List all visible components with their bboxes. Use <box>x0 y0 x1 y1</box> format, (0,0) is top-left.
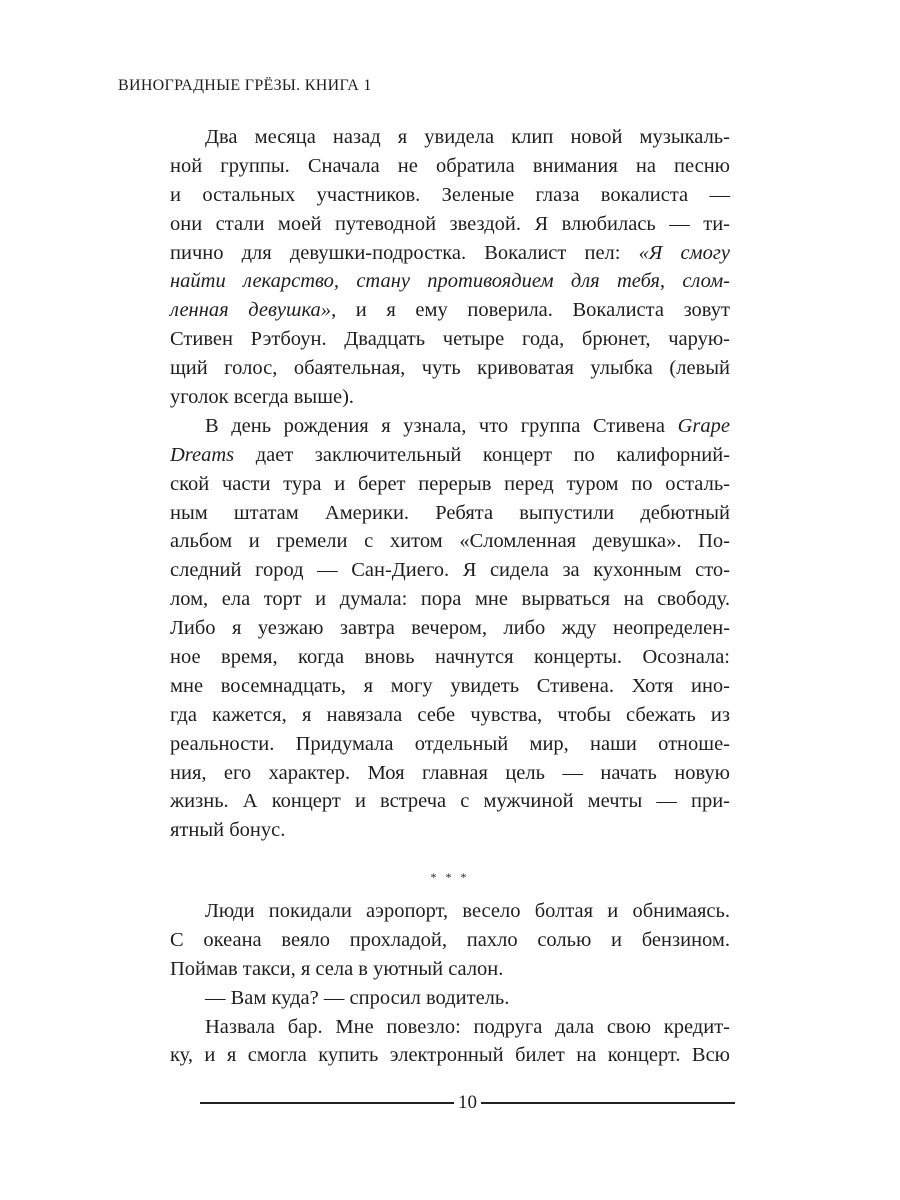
italic-text: Dreams <box>170 443 235 466</box>
text-segment: ное время, когда вновь начнутся концерты. Осознала: <box>170 646 730 669</box>
text-segment: следний город — Сан-Диего. Я сидела за кухонным сто- <box>170 559 730 582</box>
text-segment: Поймав такси, я села в уютный салон. <box>170 957 504 980</box>
text-line <box>170 354 730 383</box>
text-line <box>170 152 730 181</box>
text-line <box>170 614 730 643</box>
text-line <box>170 955 730 984</box>
text-segment: и остальных участников. Зеленые глаза вокалиста — <box>170 183 730 206</box>
text-line <box>170 1041 730 1070</box>
text-segment: дает заключительный концерт по калифорний- <box>234 443 730 466</box>
text-line <box>170 412 730 441</box>
text-line <box>170 556 730 585</box>
body-text-section-1 <box>170 123 730 845</box>
text-segment: Стивен Рэтбоун. Двадцать четыре года, брюнет, чарую- <box>170 328 730 351</box>
text-segment: они стали моей путеводной звездой. Я влюбилась — ти- <box>170 212 730 235</box>
text-line <box>170 325 730 354</box>
text-segment: Назвала бар. Мне повезло: подруга дала свою кредит- <box>205 1015 730 1038</box>
text-line <box>170 210 730 239</box>
italic-text: найти лекарство, стану противоядием для тебя, слом- <box>170 270 730 293</box>
text-line <box>170 730 730 759</box>
text-line <box>170 239 730 268</box>
text-segment: реальности. Придумала отдельный мир, наши отноше- <box>170 732 730 755</box>
text-segment: ку, и я смогла купить электронный билет на концерт. Всю <box>170 1044 730 1067</box>
text-segment: Люди покидали аэропорт, весело болтая и обнимаясь. <box>205 900 730 922</box>
text-line <box>170 672 730 701</box>
text-segment: гда кажется, я навязала себе чувства, чтобы сбежать из <box>170 703 730 726</box>
text-segment: щий голос, обаятельная, чуть кривоватая улыбка (левый <box>170 357 730 380</box>
text-line <box>170 267 730 296</box>
italic-text: ленная девушка» <box>170 299 332 322</box>
text-segment: С океана веяло прохладой, пахло солью и бензином. <box>170 928 730 951</box>
text-segment: ным штатам Америки. Ребята выпустили дебютный <box>170 501 730 524</box>
text-segment: жизнь. А концерт и встреча с мужчиной мечты — при- <box>170 790 730 813</box>
text-line <box>170 499 730 528</box>
text-segment: ной группы. Сначала не обратила внимания на песню <box>170 154 730 177</box>
text-segment: мне восемнадцать, я могу увидеть Стивена. Хотя ино- <box>170 674 730 697</box>
page-number: 10 <box>458 1092 477 1113</box>
italic-text: «Я смогу <box>638 241 730 264</box>
footer-rule-left <box>200 1102 454 1104</box>
running-header: ВИНОГРАДНЫЕ ГРЁЗЫ. КНИГА 1 <box>118 77 372 94</box>
body-text-section-2 <box>170 897 730 1070</box>
section-separator: * * * <box>430 870 470 884</box>
text-line <box>170 470 730 499</box>
text-segment: , и я ему поверила. Вокалиста зовут <box>331 299 730 322</box>
text-line <box>170 296 730 325</box>
text-line <box>170 123 730 152</box>
text-line <box>170 701 730 730</box>
text-line <box>170 816 730 845</box>
footer-rule-right <box>481 1102 735 1104</box>
page-footer <box>200 1092 735 1114</box>
text-segment: лом, ела торт и думала: пора мне вырваться на свободу. <box>170 588 730 611</box>
text-line <box>170 643 730 672</box>
text-line <box>170 527 730 556</box>
text-segment: Два месяца назад я увидела клип новой музыкаль- <box>205 126 730 148</box>
text-line <box>170 984 730 1013</box>
text-line <box>170 897 730 926</box>
text-line <box>170 759 730 788</box>
text-line <box>170 383 730 412</box>
text-line <box>170 441 730 470</box>
text-segment: пично для девушки-подростка. Вокалист пел: <box>170 241 639 264</box>
text-segment: ской части тура и берет перерыв перед туром по осталь- <box>170 472 730 495</box>
text-segment: — Вам куда? — спросил водитель. <box>205 986 510 1009</box>
text-segment: ятный бонус. <box>170 819 286 842</box>
text-line <box>170 181 730 210</box>
text-segment: альбом и гремели с хитом «Сломленная девушка». По- <box>170 530 730 553</box>
text-line <box>170 1013 730 1042</box>
text-line <box>170 926 730 955</box>
text-segment: ния, его характер. Моя главная цель — начать новую <box>170 761 730 784</box>
text-segment: В день рождения я узнала, что группа Стивена <box>205 414 678 437</box>
text-segment: уголок всегда выше). <box>170 386 355 409</box>
text-line <box>170 787 730 816</box>
text-line <box>170 585 730 614</box>
italic-text: Grape <box>677 414 730 437</box>
text-segment: Либо я уезжаю завтра вечером, либо жду неопределен- <box>170 617 730 640</box>
